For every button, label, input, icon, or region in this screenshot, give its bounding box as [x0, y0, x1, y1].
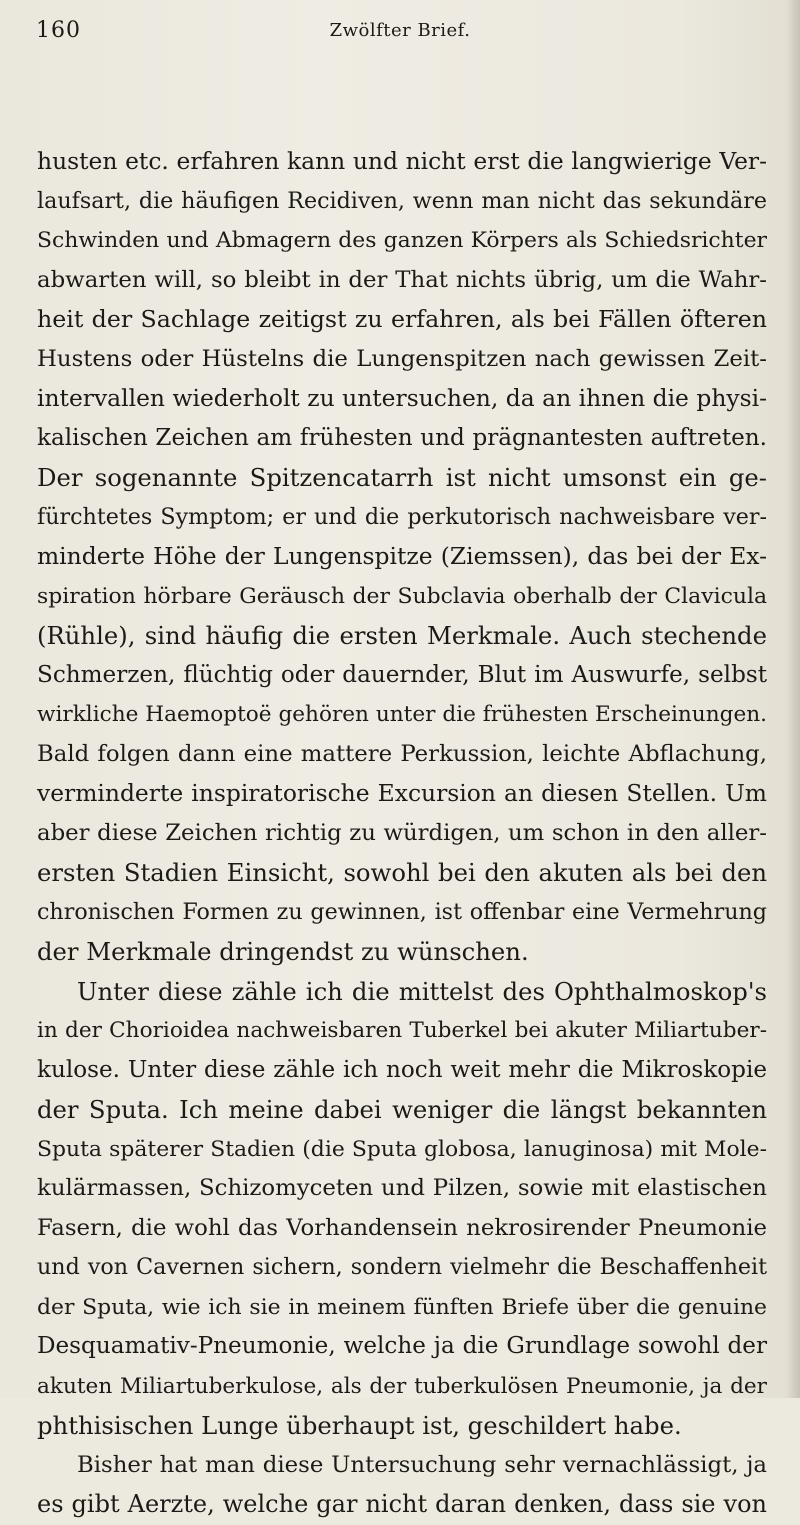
text-line: chronischen Formen zu gewinnen, ist offenbar eine Vermehrung	[37, 898, 767, 925]
page-edge-shadow	[786, 0, 800, 1398]
page-number: 160	[36, 18, 81, 43]
text-line: Bald folgen dann eine mattere Perkussion, leichte Abflachung,	[37, 740, 767, 767]
text-line: Schwinden und Abmagern des ganzen Körpers als Schiedsrichter	[37, 228, 767, 253]
text-line: aber diese Zeichen richtig zu würdigen, um schon in den aller-	[37, 819, 767, 846]
running-head: Zwölfter Brief.	[329, 20, 471, 41]
page-header	[0, 0, 800, 60]
text-line: kulärmassen, Schizomyceten und Pilzen, sowie mit elastischen	[37, 1175, 767, 1201]
text-line: der Sputa. Ich meine dabei weniger die längst bekannten	[37, 1095, 767, 1124]
text-line: minderte Höhe der Lungenspitze (Ziemssen), das bei der Ex-	[37, 542, 767, 570]
text-line: und von Cavernen sichern, sondern vielmehr die Beschaffenheit	[37, 1254, 767, 1280]
text-line: der Sputa, wie ich sie in meinem fünften Briefe über die genuine	[37, 1294, 767, 1320]
text-line: verminderte inspiratorische Excursion an diesen Stellen. Um	[37, 779, 767, 807]
text-line: Desquamativ-Pneumonie, welche ja die Grundlage sowohl der	[37, 1333, 767, 1359]
text-line: spiration hörbare Geräusch der Subclavia oberhalb der Clavicula	[37, 583, 767, 609]
text-line: heit der Sachlage zeitigst zu erfahren, als bei Fällen öfteren	[37, 305, 767, 333]
text-line: Sputa späterer Stadien (die Sputa globosa, lanuginosa) mit Mole-	[37, 1136, 767, 1162]
text-line: in der Chorioidea nachweisbaren Tuberkel bei akuter Miliartuber-	[37, 1018, 767, 1043]
text-line: Der sogenannte Spitzencatarrh ist nicht umsonst ein ge-	[37, 463, 767, 492]
text-line: phthisischen Lunge überhaupt ist, geschildert habe.	[37, 1411, 682, 1440]
text-line: es gibt Aerzte, welche gar nicht daran denken, dass sie von	[37, 1490, 767, 1518]
text-line: Unter diese zähle ich die mittelst des Ophthalmoskop's	[77, 976, 767, 1006]
text-line: (Rühle), sind häufig die ersten Merkmale. Auch stechende	[37, 621, 767, 650]
text-line: akuten Miliartuberkulose, als der tuberkulösen Pneumonie, ja der	[37, 1373, 767, 1399]
text-line: kalischen Zeichen am frühesten und prägnantesten auftreten.	[37, 424, 767, 451]
text-line: ersten Stadien Einsicht, sowohl bei den akuten als bei den	[37, 858, 767, 887]
text-line: Bisher hat man diese Untersuchung sehr vernachlässigt, ja	[77, 1451, 767, 1478]
text-line: Schmerzen, flüchtig oder dauernder, Blut im Auswurfe, selbst	[37, 661, 767, 688]
text-line: wirkliche Haemoptoë gehören unter die frühesten Erscheinungen.	[37, 702, 767, 727]
text-line: intervallen wiederholt zu untersuchen, da an ihnen die physi-	[37, 384, 767, 412]
text-line: der Merkmale dringendst zu wünschen.	[37, 937, 529, 966]
text-line: fürchtetes Symptom; er und die perkutorisch nachweisbare ver-	[37, 503, 767, 530]
body-text	[37, 142, 767, 1525]
text-line: Fasern, die wohl das Vorhandensein nekrosirender Pneumonie	[37, 1214, 767, 1241]
text-line: Hustens oder Hüstelns die Lungenspitzen nach gewissen Zeit-	[37, 345, 767, 372]
text-line: abwarten will, so bleibt in der That nichts übrig, um die Wahr-	[37, 266, 767, 293]
text-line: laufsart, die häufigen Recidiven, wenn man nicht das sekundäre	[37, 187, 767, 214]
text-line: kulose. Unter diese zähle ich noch weit mehr die Mikroskopie	[37, 1056, 767, 1083]
text-line: husten etc. erfahren kann und nicht erst die langwierige Ver-	[37, 147, 767, 175]
